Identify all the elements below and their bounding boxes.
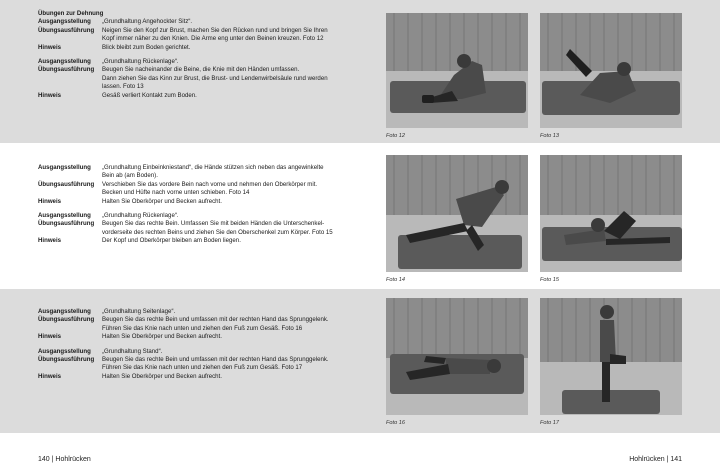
hinweis-text: Gesäß verliert Kontakt zum Boden.: [102, 91, 197, 99]
label-uebungsausfuehrung: Übungsausführung: [38, 66, 95, 74]
photo-caption: Foto 15: [540, 277, 559, 283]
hinweis-text: Halten Sie Oberkörper und Becken aufrecht.: [102, 333, 222, 341]
photo-14: [386, 155, 528, 272]
label-hinweis: Hinweis: [38, 43, 62, 51]
uebungsausfuehrung-text: lassen. Foto 13: [102, 83, 144, 91]
photo-caption: Foto 14: [386, 277, 405, 283]
hinweis-text: Halten Sie Oberkörper und Becken aufrecht.: [102, 372, 222, 380]
label-hinweis: Hinweis: [38, 197, 62, 205]
photo-13: [540, 13, 682, 128]
photo-caption: Foto 13: [540, 133, 559, 139]
uebungsausfuehrung-text: vorderseite des rechten Beins und ziehen Sie den Oberschenkel zum Körper. Foto 15: [102, 228, 333, 236]
label-hinweis: Hinweis: [38, 333, 62, 341]
ausgangsstellung-text: „Grundhaltung Seitenlage“.: [102, 308, 176, 315]
photo-15: [540, 155, 682, 272]
label-hinweis: Hinweis: [38, 91, 62, 99]
ausgangsstellung-text: „Grundhaltung Einbeinkniestand“, die Hände stützen sich neben das angewinkelte: [102, 164, 324, 171]
label-uebungsausfuehrung: Übungsausführung: [38, 220, 95, 228]
section-1-text: [38, 10, 368, 100]
uebungsausfuehrung-text: Beugen Sie das rechte Bein und umfassen mit der rechten Hand das Sprunggelenk.: [102, 356, 329, 364]
photo-17: [540, 298, 682, 415]
uebungsausfuehrung-text: Führen Sie das Knie nach unten und ziehen den Fuß zum Gesäß. Foto 16: [102, 324, 303, 332]
hinweis-text: Der Kopf und Oberkörper bleiben am Boden liegen.: [102, 237, 241, 245]
photo-caption: Foto 16: [386, 420, 405, 426]
hinweis-text: Halten Sie Oberkörper und Becken aufrecht.: [102, 197, 222, 205]
label-ausgangsstellung: Ausgangsstellung: [38, 212, 91, 220]
label-uebungsausfuehrung: Übungsausführung: [38, 316, 95, 324]
ausgangsstellung-text: „Grundhaltung Rückenlage“.: [102, 212, 179, 220]
label-uebungsausfuehrung: Übungsausführung: [38, 26, 95, 34]
label-hinweis: Hinweis: [38, 372, 62, 380]
ausgangsstellung-text: Bein ab (am Boden).: [102, 172, 158, 180]
label-ausgangsstellung: Ausgangsstellung: [38, 347, 91, 355]
label-ausgangsstellung: Ausgangsstellung: [38, 164, 91, 171]
section-3-text: [38, 308, 368, 381]
label-ausgangsstellung: Ausgangsstellung: [38, 18, 91, 26]
uebungsausfuehrung-text: Dann ziehen Sie das Kinn zur Brust, die Brust- und Lendenwirbelsäule rund werden: [102, 74, 328, 82]
uebungsausfuehrung-text: Verschieben Sie das vordere Bein nach vorne und nehmen den Oberkörper mit.: [102, 180, 318, 188]
hinweis-text: Blick bleibt zum Boden gerichtet.: [102, 43, 191, 51]
uebungsausfuehrung-text: Beugen Sie nacheinander die Beine, die Knie mit den Händen umfassen.: [102, 66, 300, 74]
uebungsausfuehrung-text: Führen Sie das Knie nach unten und ziehen den Fuß zum Gesäß. Foto 17: [102, 364, 303, 372]
label-uebungsausfuehrung: Übungsausführung: [38, 180, 95, 188]
uebungsausfuehrung-text: Kopf immer näher zu den Knien. Die Arme eng unter den Beinen kreuzen. Foto 12: [102, 35, 324, 43]
ausgangsstellung-text: „Grundhaltung Angehockter Sitz“.: [102, 18, 193, 26]
footer-left-page-number: 140 | Hohlrücken: [38, 456, 91, 463]
photo-caption: Foto 17: [540, 420, 559, 426]
label-ausgangsstellung: Ausgangsstellung: [38, 58, 91, 66]
label-hinweis: Hinweis: [38, 237, 62, 245]
uebungsausfuehrung-text: Becken und Hüfte nach vorne unten schieben. Foto 14: [102, 189, 250, 197]
footer-right-page-number: Hohlrücken | 141: [629, 456, 682, 463]
label-ausgangsstellung: Ausgangsstellung: [38, 308, 91, 315]
uebungsausfuehrung-text: Beugen Sie das rechte Bein und umfassen mit der rechten Hand das Sprunggelenk.: [102, 316, 329, 324]
photo-caption: Foto 12: [386, 133, 405, 139]
photo-12: [386, 13, 528, 128]
photo-16: [386, 298, 528, 415]
label-uebungsausfuehrung: Übungsausführung: [38, 356, 95, 364]
section-2-text: [38, 164, 368, 246]
section-heading: Übungen zur Dehnung: [38, 10, 104, 17]
ausgangsstellung-text: „Grundhaltung Rückenlage“.: [102, 58, 179, 66]
uebungsausfuehrung-text: Neigen Sie den Kopf zur Brust, machen Sie den Rücken rund und bringen Sie Ihren: [102, 26, 328, 34]
ausgangsstellung-text: „Grundhaltung Stand“.: [102, 347, 163, 355]
uebungsausfuehrung-text: Beugen Sie das rechte Bein. Umfassen Sie mit beiden Händen die Unterschenkel-: [102, 220, 325, 228]
